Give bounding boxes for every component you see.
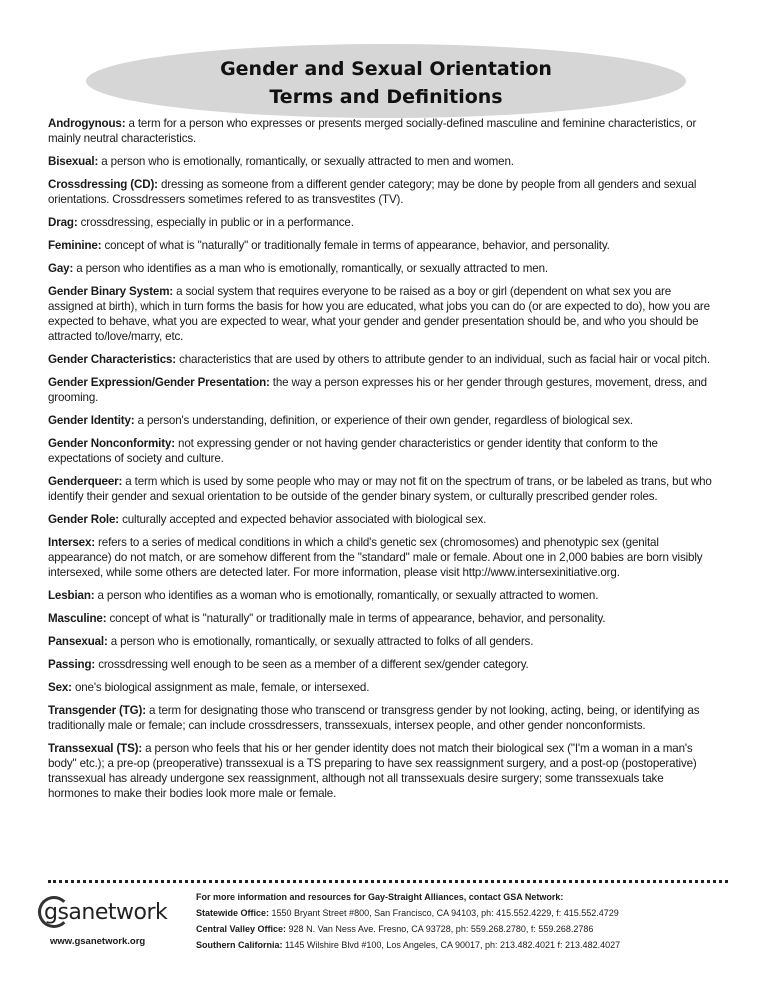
definition-item bbox=[48, 352, 716, 367]
definition-item bbox=[48, 535, 716, 580]
definition-term: Transgender (TG): bbox=[48, 704, 146, 717]
definitions-list bbox=[48, 116, 716, 809]
definition-term: Pansexual: bbox=[48, 635, 108, 648]
office-label: Statewide Office: bbox=[196, 908, 270, 918]
definition-text: characteristics that are used by others to attribute gender to an individual, such as facial hair or vocal pitch. bbox=[176, 353, 710, 366]
contact-info bbox=[196, 889, 716, 953]
definition-item bbox=[48, 657, 716, 672]
definition-item bbox=[48, 116, 716, 146]
definition-item bbox=[48, 215, 716, 230]
definition-term: Crossdressing (CD): bbox=[48, 178, 158, 191]
definition-term: Lesbian: bbox=[48, 589, 95, 602]
definition-text: a person who feels that his or her gender identity does not match their biological sex ("I'm a woman in a man's body" etc.); a pre-op (preoperative) transsexual is a TS preparing to have sex reassignment surgery, and a post-op (postoperative) transsexual has already undergone sex reassignment, although not all transsexuals desire surgery; some transsexuals take hormones to make their bodies look more male or female. bbox=[48, 742, 697, 800]
definition-item bbox=[48, 284, 716, 344]
definition-term: Bisexual: bbox=[48, 155, 99, 168]
office-line bbox=[196, 921, 716, 937]
definition-item bbox=[48, 261, 716, 276]
definition-text: a person who is emotionally, romantically, or sexually attracted to men and women. bbox=[98, 155, 514, 168]
definition-term: Gender Characteristics: bbox=[48, 353, 176, 366]
definition-item bbox=[48, 474, 716, 504]
definition-text: one's biological assignment as male, female, or intersexed. bbox=[71, 681, 370, 694]
definition-item bbox=[48, 703, 716, 733]
definition-term: Masculine: bbox=[48, 612, 107, 625]
definition-item bbox=[48, 238, 716, 253]
definition-text: a term for a person who expresses or presents merged socially-defined masculine and feminine characteristics, or mainly neutral characteristics. bbox=[48, 117, 697, 145]
office-label: Southern California: bbox=[196, 940, 283, 950]
definition-text: the way a person expresses his or her gender through gestures, movement, dress, and grooming. bbox=[48, 376, 707, 404]
page-title bbox=[86, 55, 686, 111]
definition-text: refers to a series of medical conditions in which a child's genetic sex (chromosomes) and phenotypic sex (genital appearance) do not match, or are somehow different from the "standard" male or female. About one in 2,000 babies are born visibly intersexed, while some others are detected later. For more information, please visit http://www.intersexinitiative.org. bbox=[48, 536, 703, 579]
definition-term: Feminine: bbox=[48, 239, 102, 252]
definition-text: a person who is emotionally, romantically, or sexually attracted to folks of all genders. bbox=[107, 635, 534, 648]
definition-term: Gender Role: bbox=[48, 513, 119, 526]
definition-item bbox=[48, 680, 716, 695]
definition-item bbox=[48, 741, 716, 801]
definition-term: Drag: bbox=[48, 216, 78, 229]
gsa-logo: gsanetwork bbox=[44, 900, 168, 925]
website-link[interactable]: www.gsanetwork.org bbox=[50, 936, 146, 947]
definition-item bbox=[48, 177, 716, 207]
office-address: 1145 Wilshire Blvd #100, Los Angeles, CA 90017, ph: 213.482.4021 f: 213.482.4027 bbox=[282, 940, 621, 950]
definition-item bbox=[48, 413, 716, 428]
definition-term: Gender Identity: bbox=[48, 414, 135, 427]
title-line-1: Gender and Sexual Orientation bbox=[220, 58, 552, 80]
definition-item bbox=[48, 375, 716, 405]
definition-term: Androgynous: bbox=[48, 117, 126, 130]
definition-text: a person who identifies as a woman who is emotionally, romantically, or sexually attracted to women. bbox=[94, 589, 599, 602]
office-label: Central Valley Office: bbox=[196, 924, 287, 934]
office-line bbox=[196, 905, 716, 921]
definition-item bbox=[48, 634, 716, 649]
definition-term: Sex: bbox=[48, 681, 72, 694]
title-line-2: Terms and Definitions bbox=[269, 86, 503, 108]
definition-term: Gender Expression/Gender Presentation: bbox=[48, 376, 270, 389]
office-line bbox=[196, 937, 716, 953]
definition-item bbox=[48, 436, 716, 466]
definition-text: culturally accepted and expected behavior associated with biological sex. bbox=[119, 513, 487, 526]
contact-heading: For more information and resources for Gay-Straight Alliances, contact GSA Network: bbox=[196, 892, 564, 902]
definition-text: not expressing gender or not having gender characteristics or gender identity that conform to the expectations of society and culture. bbox=[48, 437, 658, 465]
definition-text: a person who identifies as a man who is emotionally, romantically, or sexually attracted to men. bbox=[73, 262, 548, 275]
definition-item bbox=[48, 611, 716, 626]
definition-text: crossdressing well enough to be seen as a member of a different sex/gender category. bbox=[95, 658, 529, 671]
definition-term: Genderqueer: bbox=[48, 475, 123, 488]
definition-term: Gay: bbox=[48, 262, 74, 275]
definition-text: a social system that requires everyone to be raised as a boy or girl (dependent on what sex you are assigned at birth), which in turn forms the basis for how you are educated, what jobs you can do (or are expected to do), how you are expected to behave, what you are expected to wear, what your gender and gender presentation should be, and who you should be attracted to/love/marry, etc. bbox=[48, 285, 710, 343]
definition-text: concept of what is "naturally" or traditionally male in terms of appearance, behavior, and personality. bbox=[106, 612, 606, 625]
definition-text: a term which is used by some people who may or may not fit on the spectrum of trans, or be labeled as trans, but who identify their gender and sexual orientation to be outside of the gender binary system, or culturally prescribed gender roles. bbox=[48, 475, 712, 503]
definition-text: a term for designating those who transcend or transgress gender by not looking, acting, being, or identifying as traditionally male or female; can include crossdressers, transsexuals, intersex people, and other gender nonconformists. bbox=[48, 704, 700, 732]
office-address: 1550 Bryant Street #800, San Francisco, CA 94103, ph: 415.552.4229, f: 415.552.4729 bbox=[269, 908, 619, 918]
definition-term: Passing: bbox=[48, 658, 96, 671]
definition-item bbox=[48, 588, 716, 603]
definition-text: concept of what is "naturally" or traditionally female in terms of appearance, behavior, and personality. bbox=[101, 239, 610, 252]
definition-text: dressing as someone from a different gender category; may be done by people from all genders and sexual orientations. Crossdressers sometimes refered to as transvestites (TV). bbox=[48, 178, 697, 206]
definition-term: Intersex: bbox=[48, 536, 95, 549]
definition-item bbox=[48, 154, 716, 169]
definition-term: Gender Binary System: bbox=[48, 285, 174, 298]
definition-term: Gender Nonconformity: bbox=[48, 437, 175, 450]
definition-term: Transsexual (TS): bbox=[48, 742, 143, 755]
footer-divider bbox=[48, 880, 728, 883]
definition-text: crossdressing, especially in public or in a performance. bbox=[77, 216, 354, 229]
definition-text: a person's understanding, definition, or experience of their own gender, regardless of biological sex. bbox=[134, 414, 633, 427]
office-address: 928 N. Van Ness Ave. Fresno, CA 93728, ph: 559.268.2780, f: 559.268.2786 bbox=[286, 924, 594, 934]
definition-item bbox=[48, 512, 716, 527]
